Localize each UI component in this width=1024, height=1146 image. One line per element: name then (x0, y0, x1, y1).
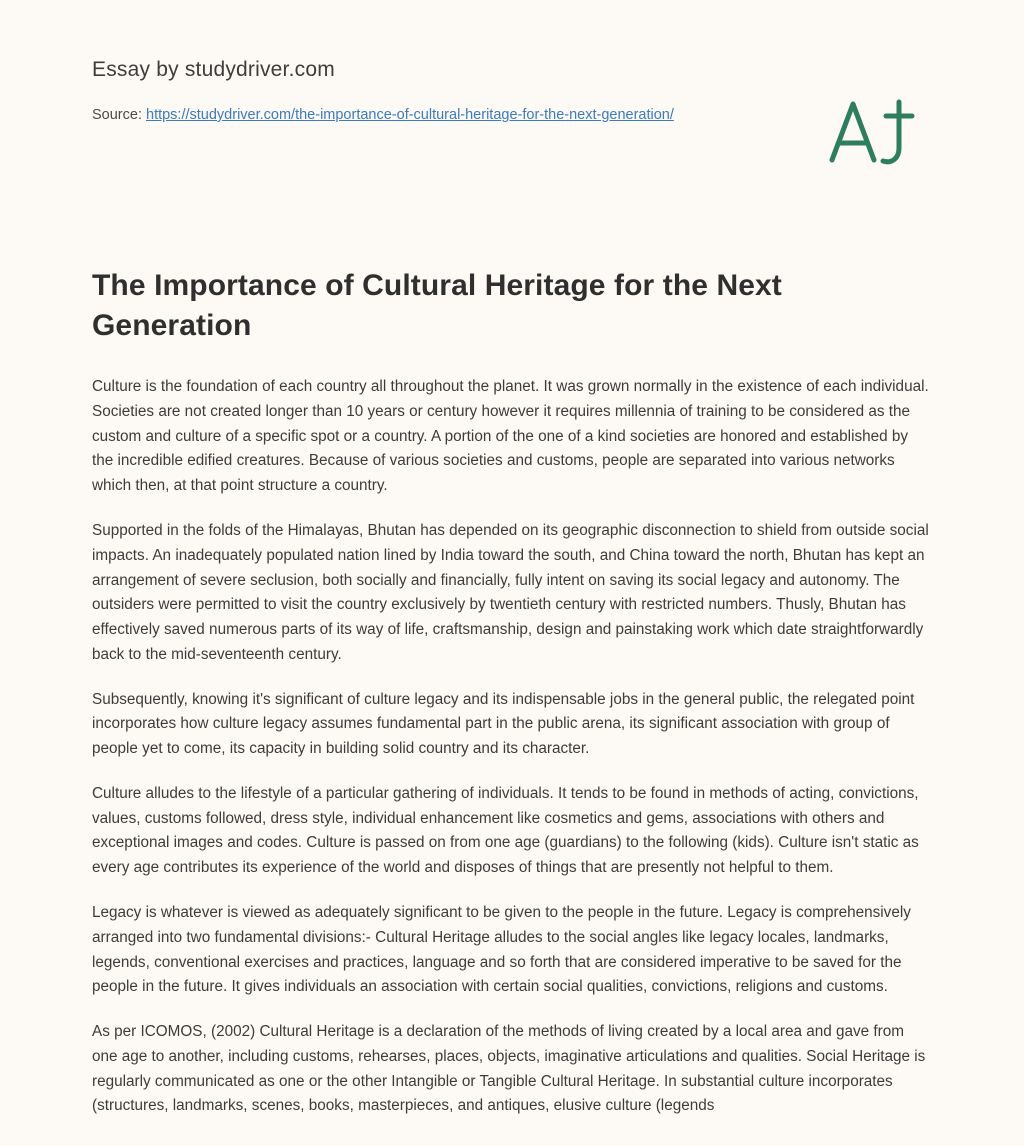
paragraph: Supported in the folds of the Himalayas, Bhutan has depended on its geographic disconnection to shield from outside social impacts. An inadequately populated nation lined by India toward the south, and China toward the north, Bhutan has kept an arrangement of severe seclusion, both socially and financially, fully intent on saving its social legacy and autonomy. The outsiders were permitted to visit the country exclusively by twentieth century with restricted numbers. Thusly, Bhutan has effectively saved numerous parts of its way of life, craftsmanship, design and painstaking work which date straightforwardly back to the mid-seventeenth century. (92, 522, 929, 663)
document-header (92, 58, 932, 178)
source-label: Source: (92, 107, 146, 123)
paragraph: As per ICOMOS, (2002) Cultural Heritage is a declaration of the methods of living created by a local area and gave from one age to another, including customs, rehearses, places, objects, imaginative articulations and qualities. Social Heritage is regularly communicated as one or the other Intangible or Tangible Cultural Heritage. In substantial culture incorporates (structures, landmarks, scenes, books, masterpieces, and antiques, elusive culture (legends (92, 1023, 926, 1115)
paragraph: Subsequently, knowing it's significant of culture legacy and its indispensable jobs in the general public, the relegated point incorporates how culture legacy assumes fundamental part in the public arena, its significant association with group of people yet to come, its capacity in building solid country and its character. (92, 690, 915, 758)
document-body (92, 375, 932, 1119)
source-url-link[interactable]: https://studydriver.com/the-importance-of-cultural-heritage-for-the-next-generation/ (146, 107, 674, 123)
paragraph: Legacy is whatever is viewed as adequately significant to be given to the people in the future. Legacy is comprehensively arranged into two fundamental divisions:- Cultural Heritage alludes to the social angles like legacy locales, landmarks, legends, conventional exercises and practices, language and so forth that are considered imperative to be saved for the people in the future. It gives individuals an association with certain social qualities, convictions, religions and customs. (92, 903, 911, 996)
source-line (92, 104, 732, 126)
essay-attribution: Essay by studydriver.com (92, 58, 335, 81)
paragraph: Culture alludes to the lifestyle of a particular gathering of individuals. It tends to be found in methods of acting, convictions, values, customs followed, dress style, individual enhancement like cosmetics and gems, associations with others and exceptional images and codes. Culture is passed on from one age (guardians) to the following (kids). Culture isn't static as every age contributes its experience of the world and disposes of things that are presently not helpful to them. (92, 784, 919, 877)
studydriver-logo-icon (820, 86, 932, 176)
paragraph: Culture is the foundation of each country all throughout the planet. It was grown normally in the existence of each individual. Societies are not created longer than 10 years or century however it requires millennia of training to be considered as the custom and culture of a specific spot or a country. A portion of the one of a kind societies are honored and established by the incredible edified creatures. Because of various societies and customs, people are separated into various networks which then, at that point structure a country. (92, 378, 929, 495)
page-title: The Importance of Cultural Heritage for the Next Generation (92, 269, 782, 342)
